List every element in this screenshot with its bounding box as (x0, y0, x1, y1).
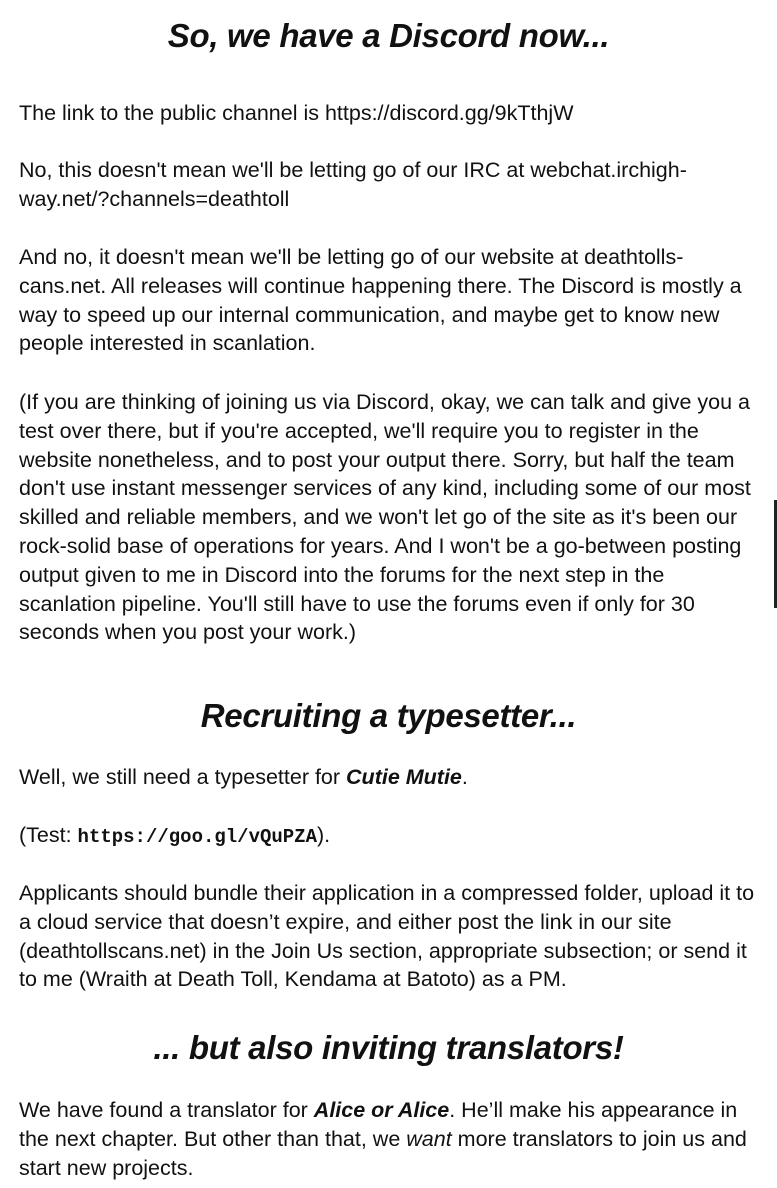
series-title-cutie-mutie: Cutie Mutie (346, 765, 462, 789)
translator-paragraph (19, 1096, 764, 1182)
joining-paragraph: (If you are thinking of joining us via Discord, okay, we can talk and give you a test over there, but if you're accepted, we'll require you to register in the website nonetheless, and to post your output there. Sorry, but half the team don't use instant messenger services of any kind, including some of our most skilled and reliable members, and we won't let go of the site as it's been our rock-solid base of operations for years. And I won't be a go-between posting output given to me in Discord into the forums for the next step in the scanlation pipeline. You'll still have to use the forums even if only for 30 seconds when you post your work.) (19, 390, 751, 645)
applicants-paragraph: Applicants should bundle their application in a compressed folder, upload it to a cloud service that doesn’t expire, and either post the link in our site (deathtollscans.net) in the Join Us section, appropriate subsection; or send it to me (Wraith at Death Toll, Kendama at Batoto) as a PM. (19, 881, 755, 992)
website-paragraph: And no, it doesn't mean we'll be letting go of our website at deathtolls-cans.net. All releases will continue happening there. The Discord is mostly a way to speed up our internal communication, and maybe get to know new people interested in scanlation. (19, 245, 742, 356)
test-link[interactable]: https://goo.gl/vQuPZA (77, 826, 317, 848)
translators-heading: ... but also inviting translators! (153, 1029, 624, 1066)
need-end: . (461, 765, 468, 789)
typesetter-need-paragraph (19, 763, 764, 792)
want-emphasis: want (406, 1126, 452, 1151)
need-text: Well, we still need a typesetter for (19, 765, 347, 789)
test-paragraph (19, 821, 764, 852)
test-prefix: (Test: (19, 823, 78, 847)
found-end: more translators to join us and start new projects. (19, 1126, 747, 1180)
typesetter-heading: Recruiting a typesetter... (200, 697, 577, 734)
series-title-alice-or-alice: Alice or Alice (313, 1098, 450, 1122)
found-rest: . He’ll make his appearance in the next chapter. But other than that, we (19, 1098, 738, 1151)
irc-paragraph: No, this doesn't mean we'll be letting go of our IRC at webchat.irchigh-way.net/?channels=deathtoll (19, 158, 687, 211)
discord-heading: So, we have a Discord now... (167, 17, 610, 54)
discord-link-paragraph: The link to the public channel is https://discord.gg/9kTthjW (19, 101, 574, 125)
found-text: We have found a translator for (19, 1098, 314, 1122)
test-suffix: ). (317, 823, 331, 847)
